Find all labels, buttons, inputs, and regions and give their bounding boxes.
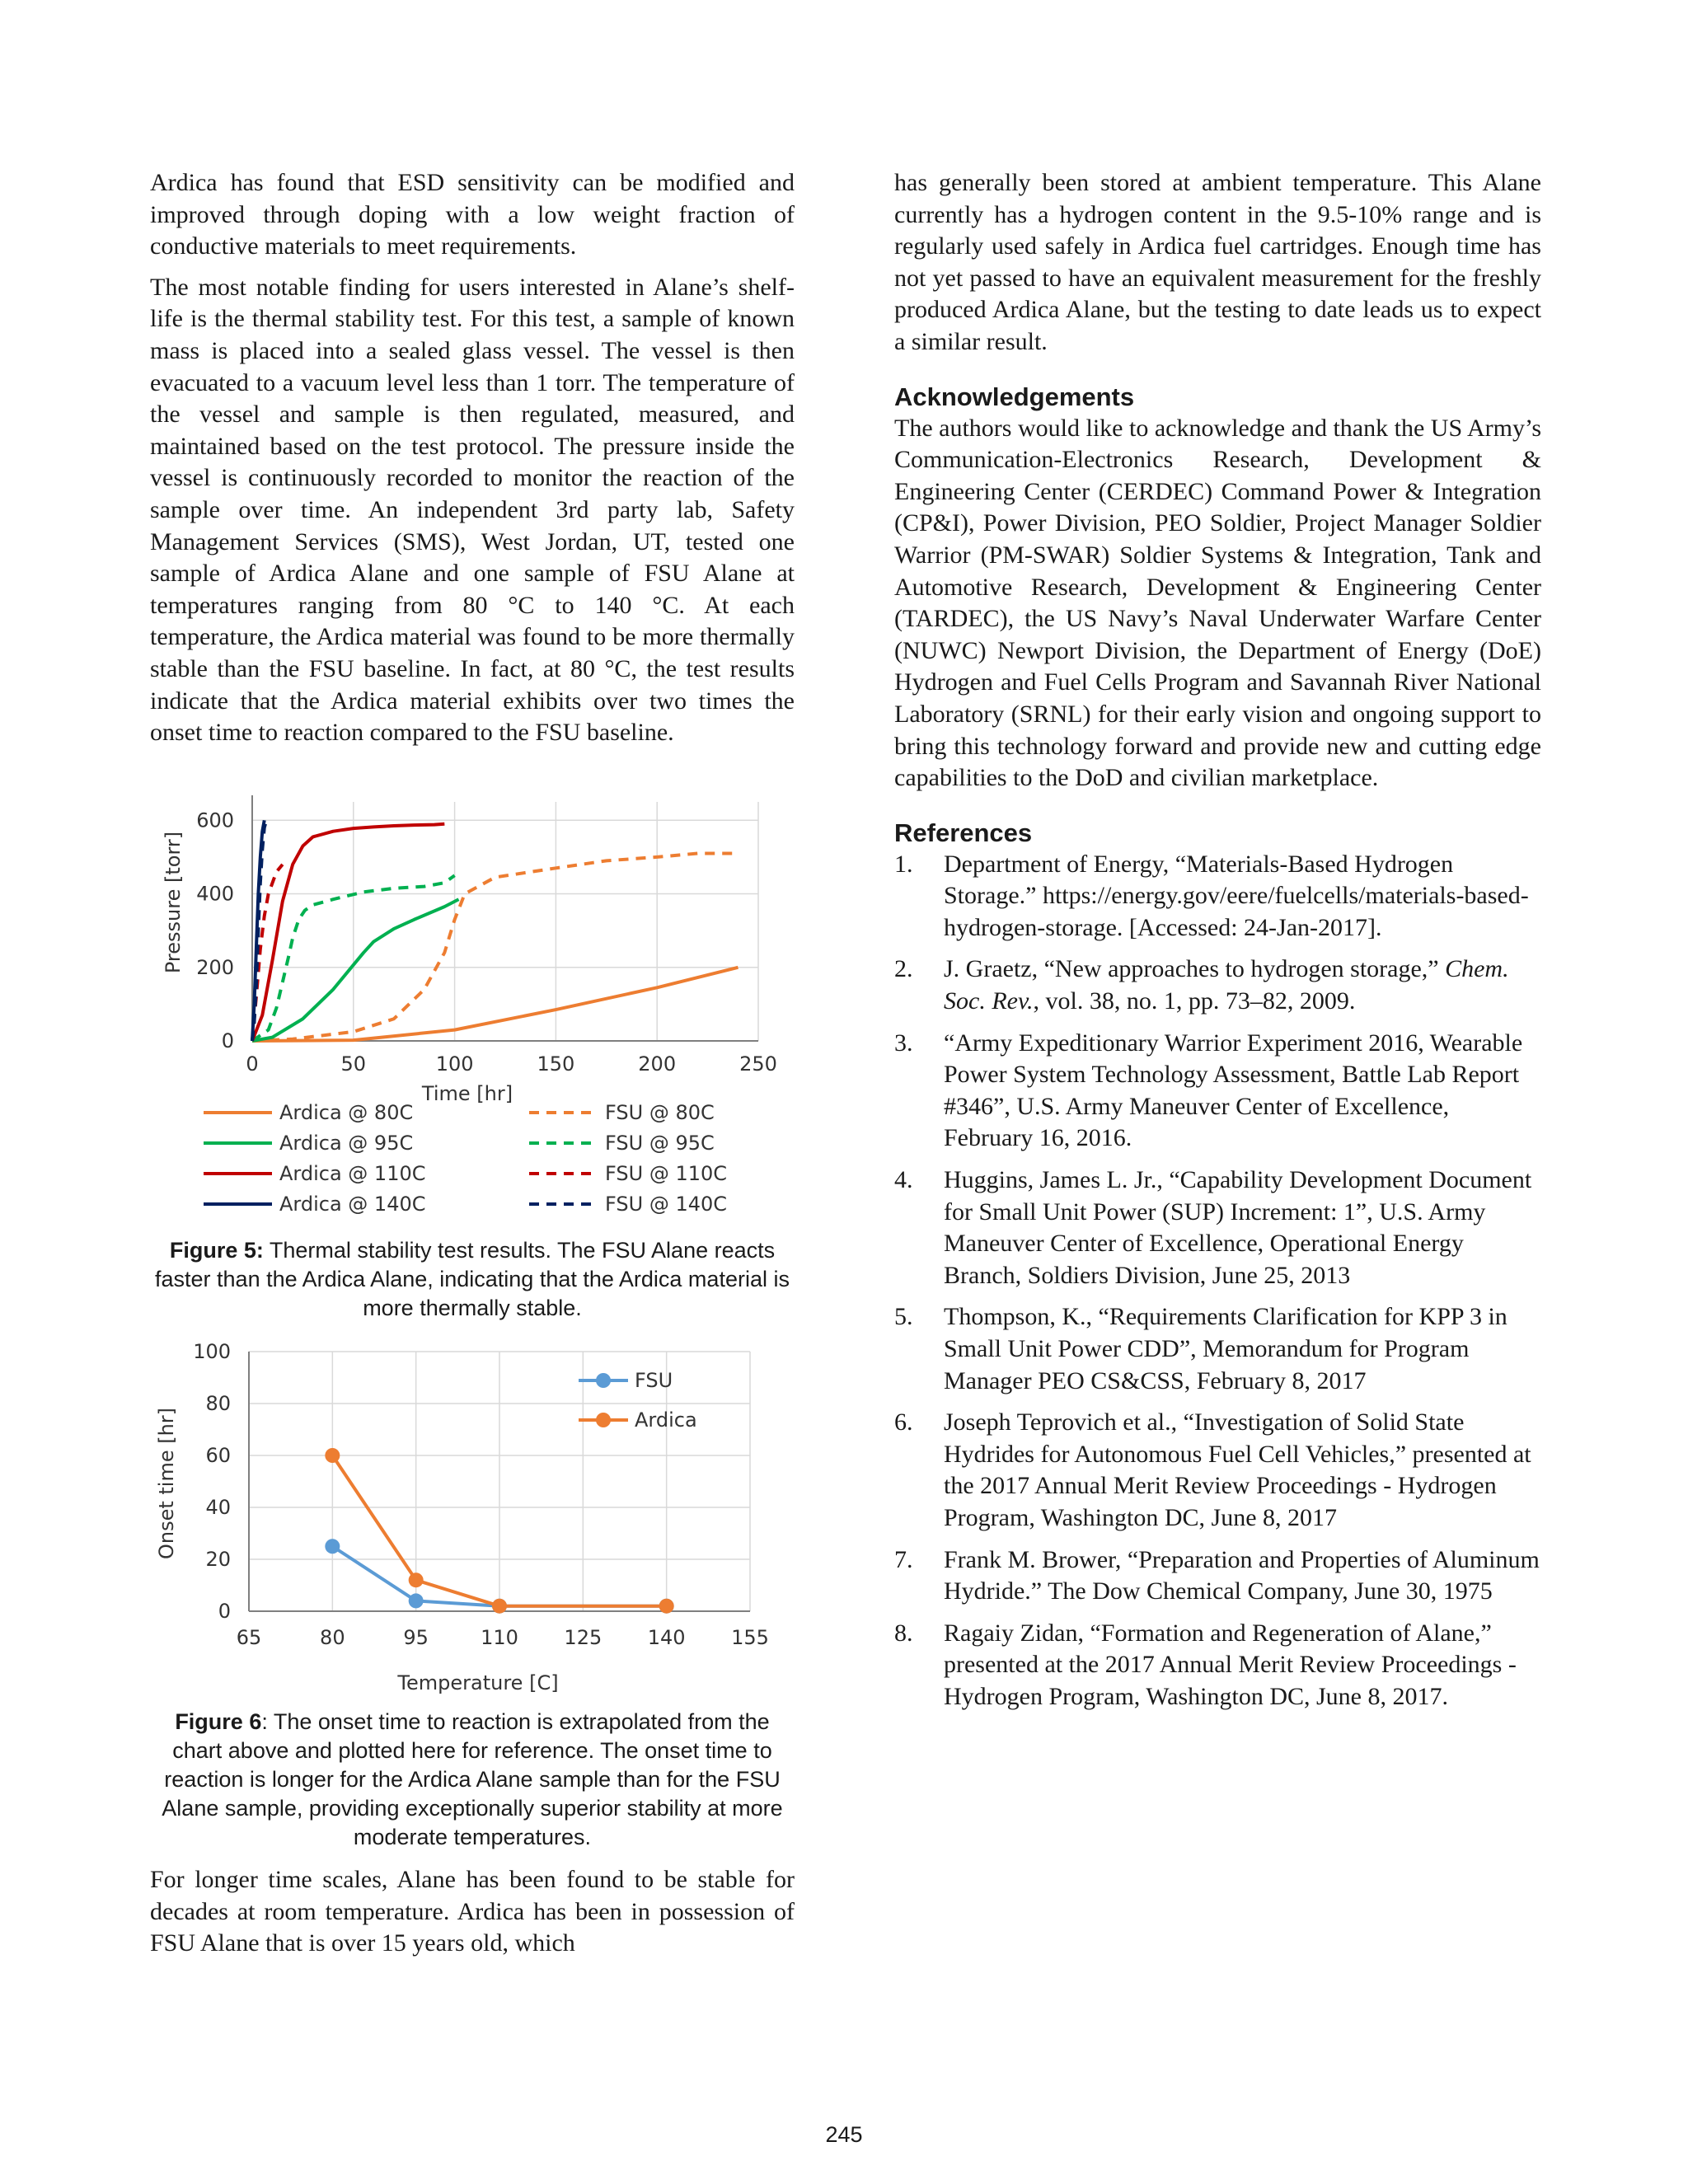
figure-5-y-axis-label: Pressure [torr] [162, 831, 185, 974]
reference-text: “Army Expeditionary Warrior Experiment 2016, Wearable Power System Technology Assessment, Battle Lab Report #346”, U.S. Army Maneuver Center of Excellence, February 16, 2016. [944, 1029, 1523, 1152]
acknowledgements-text: The authors would like to acknowledge and thank the US Army’s Communication-Electronics Research, Development & Engineering Center (CERDEC) Command Power & Integration (CP&I), Power Division, PEO Soldier, Project Manager Soldier Warrior (PM-SWAR) Soldier Systems & Integration, Tank and Automotive Research, Development & Engineering Center (TARDEC), the US Navy’s Naval Underwater Warfare Center (NUWC) Newport Division, the Department of Energy (DoE) Hydrogen and Fuel Cells Program and Savannah River National Laboratory (SRNL) for their early vision and ongoing support to bring this technology forward and provide new and cutting edge capabilities to the DoD and civilian marketplace. [894, 414, 1541, 792]
figure-5-x-tick-label: 150 [537, 1052, 575, 1076]
reference-number: 4. [894, 1166, 913, 1194]
reference-text: Frank M. Brower, “Preparation and Properties of Aluminum Hydride.” The Dow Chemical Company, June 30, 1975 [944, 1545, 1540, 1605]
right-column [894, 167, 1541, 1723]
figure-5-series-fsu-80c [252, 853, 738, 1041]
figure-5-y-tick-label: 400 [196, 882, 234, 906]
figure-6-y-tick-label: 60 [205, 1444, 231, 1467]
figure-6-y-tick-label: 40 [205, 1496, 231, 1519]
figure-6 [150, 1339, 795, 1702]
figure-5 [150, 795, 795, 1228]
reference-item [894, 1407, 1541, 1534]
figure-5-legend-label: Ardica @ 140C [279, 1193, 426, 1216]
figure-5-series-ardica-110c [252, 824, 444, 1041]
figure-5-y-tick-label: 0 [221, 1029, 234, 1052]
figure-6-point-ardica [409, 1572, 424, 1587]
left-column [150, 167, 795, 758]
figure-6-x-tick-label: 110 [481, 1626, 518, 1649]
figure-5-caption-text: Thermal stability test results. The FSU Alane reacts faster than the Ardica Alane, indicating that the Ardica material is more thermally stable. [155, 1238, 790, 1320]
figure-5-x-tick-label: 250 [739, 1052, 777, 1076]
figure-5-legend-label: FSU @ 95C [605, 1132, 715, 1155]
figure-6-x-tick-label: 80 [320, 1626, 345, 1649]
figure-5-label: Figure 5: [169, 1238, 264, 1263]
figure-6-point-ardica [325, 1448, 340, 1463]
reference-text: Huggins, James L. Jr., “Capability Development Document for Small Unit Power (SUP) Increment: 1”, U.S. Army Maneuver Center of Excellence, Operational Energy Branch, Soldiers Division, June 25, 2013 [944, 1166, 1532, 1289]
page-number: 245 [825, 2122, 863, 2147]
figure-6-x-axis-label: Temperature [C] [397, 1671, 559, 1694]
acknowledgements-heading: Acknowledgements [894, 382, 1135, 411]
figure-6-legend-marker [596, 1413, 611, 1427]
reference-text: Thompson, K., “Requirements Clarification for KPP 3 in Small Unit Power CDD”, Memorandum for Program Manager PEO CS&CSS, February 8, 2017 [944, 1303, 1507, 1394]
figure-6-legend-marker [596, 1373, 611, 1388]
left-paragraph-1: Ardica has found that ESD sensitivity can be modified and improved through doping with a low weight fraction of conductive materials to meet requirements. [150, 169, 795, 260]
right-paragraph-1: has generally been stored at ambient temperature. This Alane currently has a hydrogen content in the 9.5-10% range and is regularly used safely in Ardica fuel cartridges. Enough time has not yet passed to have an equivalent measurement for the freshly produced Ardica Alane, but the testing to date leads us to expect a similar result. [894, 169, 1541, 355]
figure-5-x-tick-label: 100 [435, 1052, 474, 1076]
reference-number: 6. [894, 1408, 913, 1436]
reference-text-start: J. Graetz, “New approaches to hydrogen storage,” [944, 955, 1446, 983]
reference-item [894, 1301, 1541, 1397]
reference-item [894, 1618, 1541, 1713]
reference-text: Joseph Teprovich et al., “Investigation of Solid State Hydrides for Autonomous Fuel Cell Vehicles,” presented at the 2017 Annual Merit Review Proceedings - Hydrogen Program, Washington DC, June 8, 2017 [944, 1408, 1531, 1531]
figure-6-point-ardica [659, 1599, 674, 1614]
figure-5-y-tick-label: 600 [196, 808, 234, 832]
figure-6-point-fsu [325, 1539, 340, 1554]
reference-text: Ragaiy Zidan, “Formation and Regeneration of Alane,” presented at the 2017 Annual Merit Review Proceedings - Hydrogen Program, Washington DC, June 8, 2017. [944, 1619, 1517, 1710]
reference-number: 3. [894, 1029, 913, 1057]
figure-5-legend-label: Ardica @ 95C [279, 1132, 414, 1155]
figure-5-legend-label: FSU @ 80C [605, 1101, 715, 1124]
reference-item [894, 954, 1541, 1017]
figure-5-legend-label: Ardica @ 110C [279, 1162, 426, 1185]
reference-item [894, 1165, 1541, 1291]
left-paragraph-2: The most notable finding for users interested in Alane’s shelf-life is the thermal stability test. For this test, a sample of known mass is placed into a sealed glass vessel. The vessel is then evacuated to a vacuum level less than 1 torr. The temperature of the vessel and sample is then regulated, measured, and maintained based on the test protocol. The pressure inside the vessel is continuously recorded to monitor the reaction of the sample over time. An independent 3rd party lab, Safety Management Services (SMS), West Jordan, UT, tested one sample of Ardica Alane and one sample of FSU Alane at temperatures ranging from 80 °C to 140 °C. At each temperature, the Ardica material was found to be more thermally stable than the FSU baseline. In fact, at 80 °C, the test results indicate that the Ardica material exhibits over two times the onset time to reaction compared to the FSU baseline. [150, 273, 795, 747]
figure-5-caption-block [150, 1236, 795, 1323]
reference-journal: Chem. Soc. Rev. [944, 955, 1509, 1015]
reference-text-end: , vol. 38, no. 1, pp. 73–82, 2009. [1033, 987, 1356, 1015]
reference-item [894, 1028, 1541, 1155]
figure-6-y-tick-label: 80 [205, 1392, 231, 1415]
figure-5-y-tick-label: 200 [196, 955, 234, 979]
figure-5-x-tick-label: 50 [340, 1052, 367, 1076]
figure-5-series-ardica-80c [252, 968, 738, 1041]
figure-6-y-tick-label: 0 [218, 1600, 231, 1623]
figure-5-x-axis-label: Time [hr] [421, 1082, 513, 1105]
figure-6-x-tick-label: 140 [647, 1626, 686, 1649]
figure-6-x-tick-label: 95 [403, 1626, 429, 1649]
figure-6-caption [150, 1708, 795, 1852]
references-heading: References [894, 818, 1033, 847]
figure-6-y-axis-label: Onset time [hr] [155, 1407, 178, 1560]
figure-5-caption [150, 1236, 795, 1323]
reference-text: Department of Energy, “Materials-Based Hydrogen Storage.” https://energy.gov/eere/fuelcells/materials-based-hydrogen-storage. [Accessed: 24-Jan-2017]. [944, 850, 1529, 941]
figure-5-legend-label: FSU @ 110C [605, 1162, 728, 1185]
reference-number: 8. [894, 1619, 913, 1647]
figure-6-y-tick-label: 20 [205, 1548, 231, 1571]
figure-6-y-tick-label: 100 [193, 1340, 231, 1363]
figure-6-chart [150, 1339, 795, 1702]
reference-number: 1. [894, 850, 913, 878]
figure-6-caption-text: : The onset time to reaction is extrapolated from the chart above and plotted here for reference. The onset time to reaction is longer for the Ardica Alane sample than for the FSU Alane sample, providing exceptionally superior stability at more moderate temperatures. [162, 1709, 783, 1849]
figure-6-caption-block [150, 1708, 795, 1852]
figure-5-x-tick-label: 0 [246, 1052, 259, 1076]
references-list [894, 849, 1541, 1713]
figure-6-legend-label: FSU [635, 1369, 673, 1392]
figure-5-chart [150, 795, 795, 1228]
figure-6-point-ardica [492, 1599, 507, 1614]
reference-number: 2. [894, 955, 913, 983]
figure-5-x-tick-label: 200 [638, 1052, 677, 1076]
figure-5-legend-label: FSU @ 140C [605, 1193, 728, 1216]
figure-6-x-tick-label: 155 [731, 1626, 769, 1649]
left-column-bottom [150, 1864, 795, 1969]
figure-5-legend-label: Ardica @ 80C [279, 1101, 414, 1124]
left-paragraph-3: For longer time scales, Alane has been found to be stable for decades at room temperature. Ardica has been in possession of FSU Alane that is over 15 years old, which [150, 1866, 795, 1957]
reference-text [944, 954, 1541, 1017]
reference-number: 7. [894, 1545, 913, 1573]
figure-6-x-tick-label: 125 [564, 1626, 603, 1649]
reference-item [894, 1544, 1541, 1608]
reference-number: 5. [894, 1303, 913, 1331]
figure-6-x-tick-label: 65 [236, 1626, 262, 1649]
figure-6-label: Figure 6 [175, 1709, 262, 1734]
figure-6-legend-label: Ardica [635, 1408, 697, 1432]
figure-5-series-ardica-95c [252, 899, 459, 1041]
figure-6-point-fsu [409, 1593, 424, 1608]
reference-item [894, 849, 1541, 944]
